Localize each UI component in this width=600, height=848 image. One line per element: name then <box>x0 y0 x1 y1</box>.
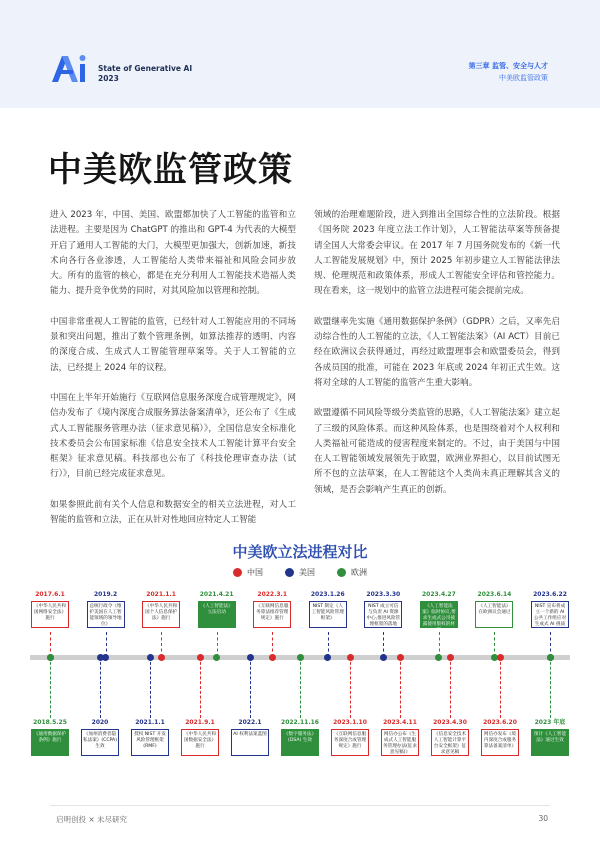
timeline-event <box>131 718 169 756</box>
event-date: 2021.9.1 <box>185 719 215 726</box>
timeline-node <box>397 654 404 661</box>
legend-label: 美国 <box>299 568 315 577</box>
event-date: 2023.6.20 <box>483 719 517 726</box>
footer-credit: 启明创投 × 未尽研究 <box>56 815 128 824</box>
event-connector <box>300 657 301 718</box>
event-description: NIST 宣布将成立一个新的 AI 公共工作组应对生成式 AI 挑战 <box>531 601 569 628</box>
event-description: 预计《人工智能法》通过生效 <box>531 729 569 756</box>
timeline-event <box>364 590 402 628</box>
paragraph: 领域的治理难题阶段，进入到推出全国综合性的立法阶段。根据《国务院 2023 年度立法工作计划》，人工智能法草案等预备提请全国人大常委会审议。在 2017 年 7 月国务院发布的《新一代人工智能发展规划》中，预计 2025 年初步建立人工智能法律法规、伦理规范和政策体系，形成人工智能安全评估和管控能力。现在看来，这一规划中的监管立法进程可能会提前完成。 <box>314 210 560 297</box>
event-date: 2023.4.11 <box>383 719 417 726</box>
chapter-info <box>469 60 548 84</box>
event-connector <box>200 657 201 718</box>
timeline-node <box>97 654 104 661</box>
event-description: 《中华人民共和国网络安全法》施行 <box>31 601 69 628</box>
timeline-event <box>381 718 419 756</box>
timeline-event <box>420 590 458 633</box>
event-date: 2023.1.26 <box>310 591 345 598</box>
event-description: 《人工智能法》在欧洲议会通过 <box>475 601 513 628</box>
timeline-node <box>47 654 54 661</box>
event-description: 《数字服务法》(DSA) 生效 <box>281 729 319 756</box>
timeline-event <box>431 718 469 756</box>
timeline-event <box>31 718 69 756</box>
event-connector <box>550 657 551 718</box>
paragraph: 中国在上半年开始施行《互联网信息服务深度合成管理规定》，网信办发布了《境内深度合成服务算法备案清单》，还公布了《生成式人工智能服务管理办法（征求意见稿）》，全国信息安全标准化技术委员会公布国家标准《信息安全技术人工智能计算平台安全框架》征求意见稿。科技部也公布了《科技伦理审查办法（试行）》，目前已经完成征求意见。 <box>50 392 296 480</box>
timeline-event <box>309 590 347 628</box>
event-description: 《人工智能法》立法启动 <box>198 601 236 628</box>
timeline-event <box>231 718 269 756</box>
event-description: 网信办公布《生成式人工智能服务管理办法(征求意见稿)》 <box>381 729 419 756</box>
event-description: 《信息安全技术人工智能计算平台安全框架》征求意见稿 <box>431 729 469 756</box>
timeline-event <box>253 590 291 628</box>
timeline-event <box>281 718 319 756</box>
timeline-event <box>142 590 180 628</box>
event-description: 总统行政令《维护美国在人工智能领域的领导地位》 <box>87 601 125 628</box>
timeline-event <box>87 590 125 628</box>
legend-dot-icon <box>285 568 294 577</box>
timeline-node <box>147 654 154 661</box>
event-description: 网信办发布《境内深度合成服务算法备案清单》 <box>481 729 519 756</box>
event-date: 2021.1.1 <box>135 719 165 726</box>
report-title: State of Generative AI <box>98 64 193 73</box>
legend-item-china <box>233 567 263 578</box>
legend-dot-icon <box>233 568 242 577</box>
event-date: 2023 年底 <box>534 719 566 726</box>
event-description: 《通用数据保护条例》施行 <box>31 729 69 756</box>
report-year: 2023 <box>98 74 119 83</box>
timeline-node <box>380 654 387 661</box>
event-description: 《人工智能法案》临时协议,要求生成式公司披露使用版权的材料 <box>420 601 458 628</box>
event-date: 2022.3.1 <box>257 591 288 598</box>
timeline-node <box>269 654 276 661</box>
event-description: 《中华人民共和国数据安全法》施行 <box>181 729 219 756</box>
event-description: NIST 制定《人工智能风险管理框架》 <box>309 601 347 628</box>
event-connector <box>400 657 401 718</box>
timeline-event <box>531 718 569 756</box>
event-connector <box>100 657 101 718</box>
event-date: 2021.4.21 <box>199 591 234 598</box>
event-description: NIST 成立可信与负责 AI 资源中心,推进风险管理框架的落地 <box>364 601 402 628</box>
event-date: 2019.2 <box>93 591 118 598</box>
legend-dot-icon <box>337 568 346 577</box>
event-connector <box>350 657 351 718</box>
event-description: 《互联网信息服务算法推荐管理规定》施行 <box>253 601 291 628</box>
event-description: 《互联网信息服务深度合成管理规定》施行 <box>331 729 369 756</box>
event-connector <box>50 657 51 718</box>
event-date: 2023.6.14 <box>477 591 512 598</box>
event-connector <box>150 657 151 718</box>
event-description: 《中华人民共和国个人信息保护法》施行 <box>142 601 180 628</box>
event-date: 2023.6.22 <box>533 591 567 598</box>
event-description: 授权 NIST 开发风险管理框架 (RMF) <box>131 729 169 756</box>
right-column <box>314 208 560 513</box>
paragraph: 进入 2023 年，中国、美国、欧盟都加快了人工智能的监管和立法进程。主要是因为 ChatGPT 的推出和 GPT-4 为代表的大模型开启了通用人工智能的大门，大模型更加强大，创新加速，新技术向各行各业渗透，人工智能给人类带来福祉和风险会同步放大。所有的监管的核心，都是在充分利用人工智能技术造福人类能力、提升竞争优势的同时，对其风险加以管理和控制。 <box>50 210 296 297</box>
event-connector <box>250 657 251 718</box>
event-connector <box>500 657 501 718</box>
timeline-event <box>198 590 236 628</box>
event-date: 2023.4.27 <box>421 591 456 598</box>
page-title: 中美欧监管政策 <box>48 150 293 190</box>
figure-title: 中美欧立法进程对比 <box>232 543 368 561</box>
legend-label: 欧洲 <box>351 568 367 577</box>
timeline-node <box>158 654 165 661</box>
figure-legend <box>0 567 600 578</box>
event-date: 2018.5.25 <box>33 719 67 726</box>
timeline-event <box>531 590 569 628</box>
event-description: 《加州消费者隐私法案》(CCPA) 生效 <box>81 729 119 756</box>
ai-logo-icon <box>48 50 88 84</box>
timeline-event <box>81 718 119 756</box>
event-date: 2022.11.16 <box>281 719 319 726</box>
timeline-node <box>547 654 554 661</box>
page-number: 30 <box>538 814 548 823</box>
page-header <box>0 0 600 108</box>
event-date: 2023.3.30 <box>366 591 401 598</box>
timeline-node <box>447 654 454 661</box>
event-date: 2022.1 <box>238 719 262 726</box>
event-description: AI 权利法案蓝图 <box>231 729 269 756</box>
timeline-node <box>197 654 204 661</box>
timeline-node <box>347 654 354 661</box>
event-connector <box>450 657 451 718</box>
paragraph: 中国非常重视人工智能的监管，已经针对人工智能应用的不同场景和突出问题，推出了数个管理条例，如算法推荐的透明、内容的深度合成、生成式人工智能管理草案等。关于人工智能的立法，已经提上 2024 年的议程。 <box>50 316 296 373</box>
event-date: 2020 <box>91 719 109 726</box>
timeline-node <box>247 654 254 661</box>
timeline-event <box>331 718 369 756</box>
event-date: 2023.4.30 <box>433 719 467 726</box>
event-date: 2021.1.1 <box>146 591 176 598</box>
section-title: 中美欧监管政策 <box>499 74 548 82</box>
event-date: 2023.1.10 <box>333 719 367 726</box>
left-column <box>50 208 296 543</box>
timeline-node <box>497 654 504 661</box>
legend-item-eu <box>337 567 367 578</box>
timeline-node <box>297 654 304 661</box>
paragraph: 欧盟遵循不同风险等级分类监管的思路，《人工智能法案》建立起了三级的风险体系。而这种风险体系，也是围绕着对个人权利和人类福祉可能造成的侵害程度来制定的。不过，由于美国与中国在人工智能领域发展领先于欧盟，欧洲业界担心，以目前试图无所不包的立法草案，在人工智能这个人类尚未真正理解其含义的领域，是否会影响产生真正的创新。 <box>314 408 560 495</box>
legend-item-us <box>285 567 315 578</box>
footer-divider <box>50 805 550 806</box>
legend-label: 中国 <box>247 568 263 577</box>
timeline-event <box>31 590 69 628</box>
paragraph: 如果参照此前有关个人信息和数据安全的相关立法进程，对人工智能的监管和立法，正在从针对性地回应特定人工智能 <box>50 499 296 526</box>
event-date: 2017.6.1 <box>35 591 65 598</box>
paragraph: 欧盟继率先实施《通用数据保护条例》（GDPR）之后，又率先启动综合性的人工智能的立法，《人工智能法案》（AI ACT）目前已经在欧洲议会获得通过，再经过欧盟理事会和欧盟委员会，得到各成员国的批准，可能在 2023 年底或 2024 年初正式生效。这将对全球的人工智能的监管产生重大影响。 <box>314 316 560 388</box>
timeline-event <box>475 590 513 628</box>
timeline-event <box>481 718 519 756</box>
report-label <box>98 64 192 84</box>
timeline-event <box>181 718 219 756</box>
chapter-title: 第三章 监管、安全与人才 <box>468 62 548 70</box>
